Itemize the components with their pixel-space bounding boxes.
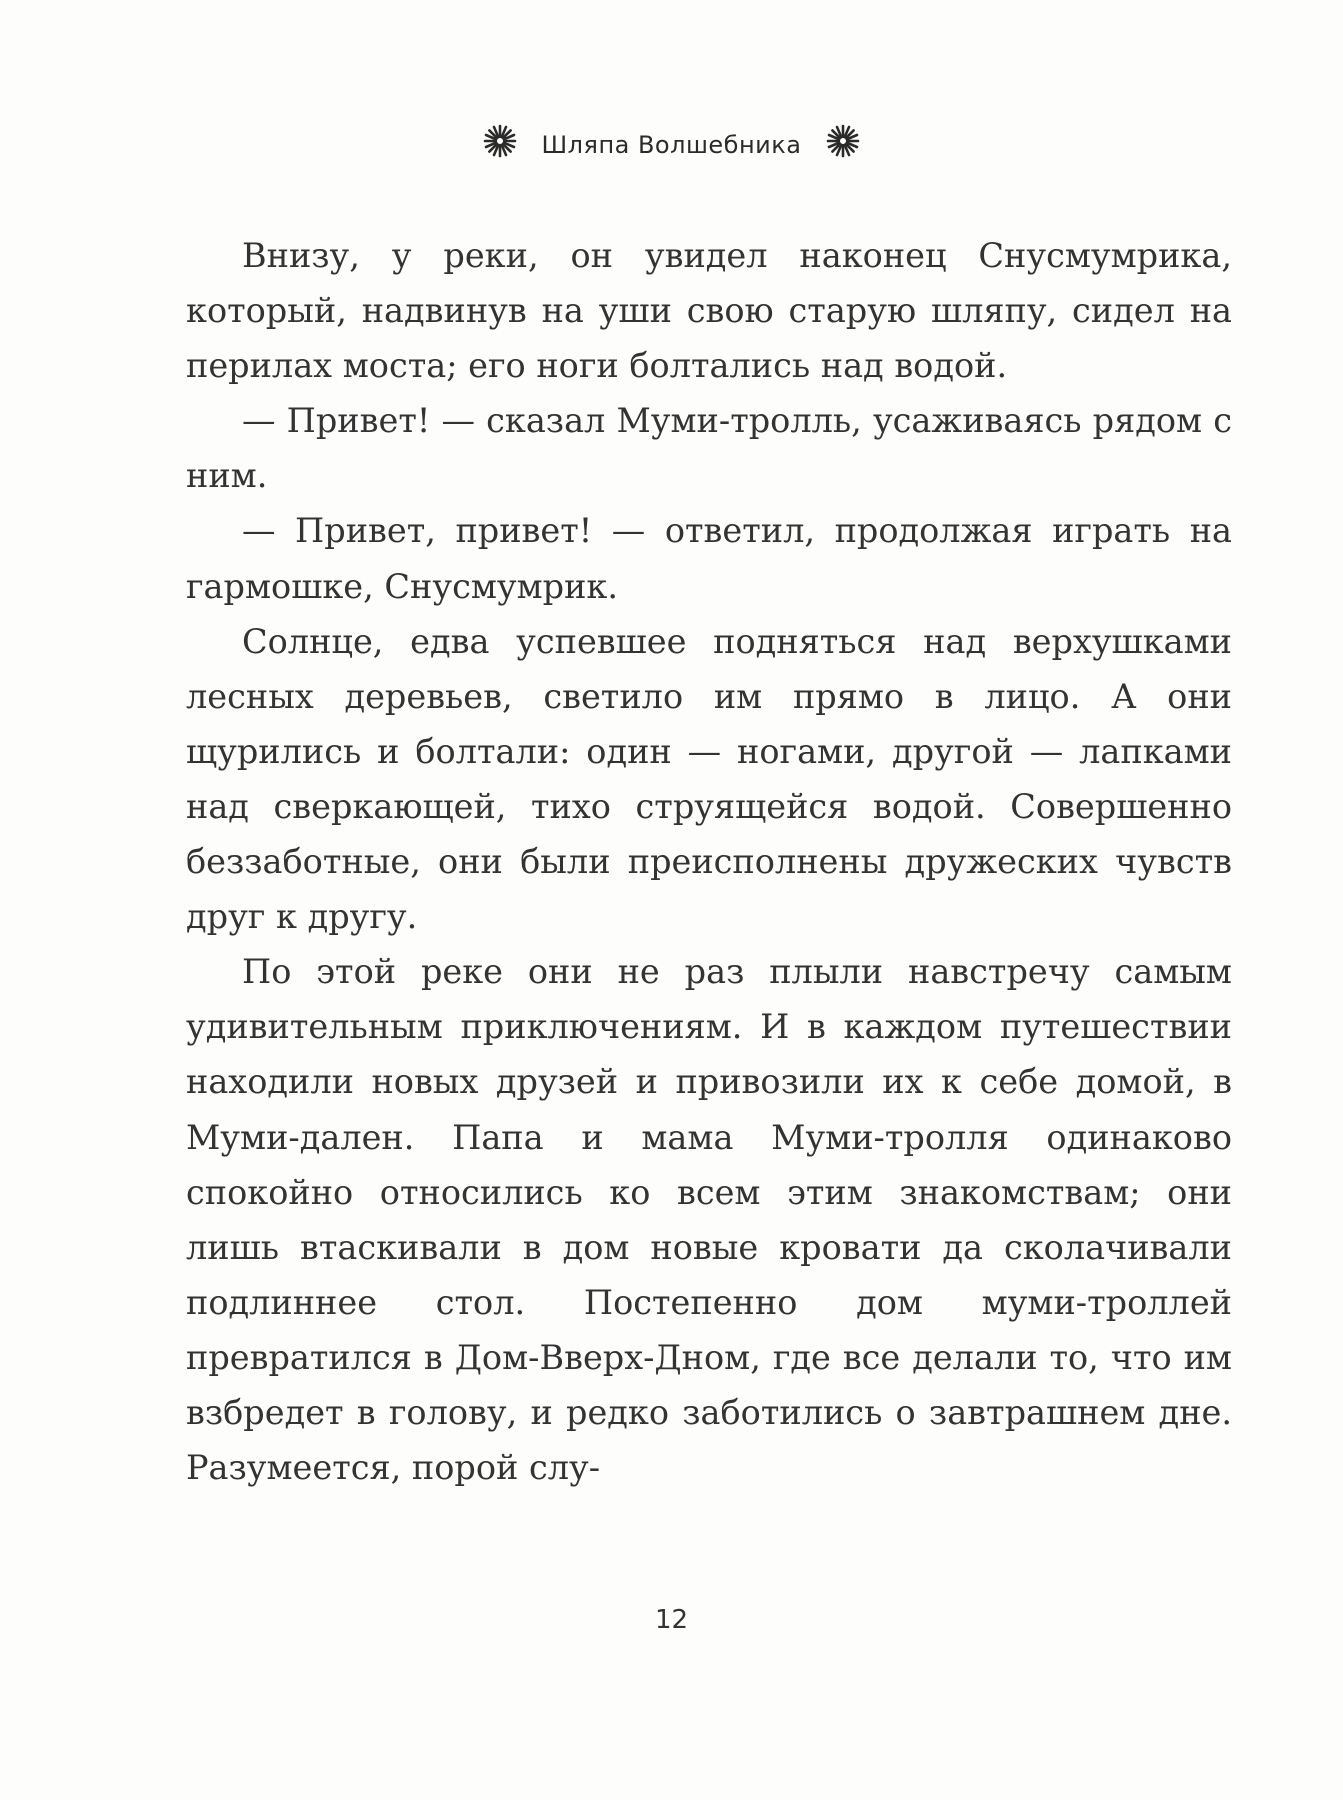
paragraph: — Привет, привет! — ответил, продолжая играть на гармошке, Снусмумрик. (186, 511, 1232, 606)
asterisk-flower-icon (483, 124, 517, 158)
paragraph: По этой реке они не раз плыли навстречу самым удивительным приключениям. И в каждом путешествии находили новых друзей и привозили их к себе домой, в Муми-дален. Папа и мама Муми-тролля одинаково спокойно относились ко всем этим знакомствам; они лишь втаскивали в дом новые кровати да сколачивали подлиннее стол. Постепенно дом муми-троллей превратился в Дом-Вверх-Дном, где все делали то, что им взбредет в голову, и редко заботились о завтрашнем дне. Разумеется, порой слу- (186, 952, 1232, 1488)
asterisk-flower-icon (826, 124, 860, 158)
running-header (0, 128, 1343, 162)
page-number: 12 (654, 1605, 689, 1635)
paragraph: Внизу, у реки, он увидел наконец Снусмумрика, который, надвинув на уши свою старую шляпу, сидел на перилах моста; его ноги болтались над водой. (186, 236, 1232, 386)
paragraph: Солнце, едва успевшее подняться над верхушками лесных деревьев, светило им прямо в лицо. А они щурились и болтали: один — ногами, другой — лапками над сверкающей, тихо струящейся водой. Совершенно беззаботные, они были преисполнены дружеских чувств друг к другу. (186, 621, 1232, 937)
paragraph: — Привет! — сказал Муми-тролль, усаживаясь рядом с ним. (186, 401, 1232, 496)
running-header-title: Шляпа Волшебника (541, 131, 802, 159)
body-text (186, 228, 1232, 1495)
